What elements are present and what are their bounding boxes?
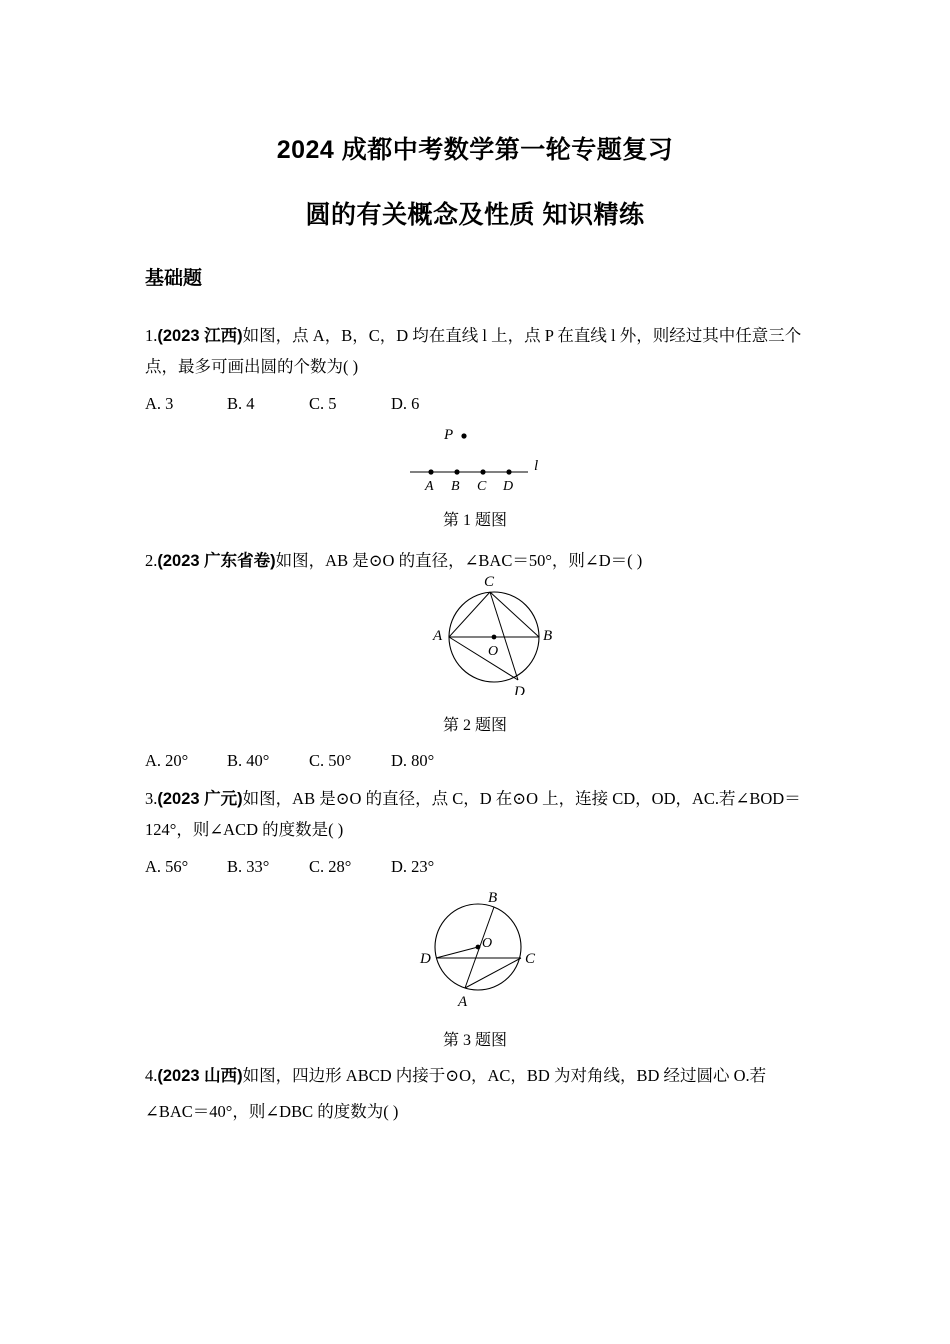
option-a[interactable]: A. 3 bbox=[145, 394, 174, 413]
question-3-options bbox=[145, 851, 810, 882]
question-3-stem-line2: 124°，则∠ACD 的度数是( ) bbox=[145, 820, 344, 839]
svg-text:O: O bbox=[488, 644, 499, 659]
question-3-number: 3. bbox=[145, 789, 158, 808]
question-3-stem-cont bbox=[145, 814, 810, 845]
option-c[interactable]: C. 5 bbox=[309, 394, 337, 413]
question-3-stem-line1: 如图，AB 是⊙O 的直径，点 C，D 在⊙O 上，连接 CD，OD，AC.若∠BOD＝ bbox=[242, 789, 801, 808]
question-2-options bbox=[145, 745, 810, 776]
svg-text:B: B bbox=[543, 628, 553, 644]
svg-text:D: D bbox=[503, 479, 514, 494]
figure-2-caption: 第 2 题图 bbox=[442, 717, 507, 734]
svg-text:l: l bbox=[534, 458, 539, 474]
svg-text:C: C bbox=[477, 479, 487, 494]
question-2-source: (2023 广东省卷) bbox=[157, 552, 276, 570]
svg-text:P: P bbox=[444, 427, 454, 443]
question-4-stem-line2: ∠BAC＝40°，则∠DBC 的度数为( ) bbox=[145, 1102, 399, 1121]
question-1-number: 1. bbox=[145, 326, 158, 345]
figure-3-circle bbox=[412, 885, 542, 1010]
figure-3-caption: 第 3 题图 bbox=[442, 1032, 507, 1049]
option-b[interactable]: B. 33° bbox=[227, 857, 270, 876]
svg-text:B: B bbox=[451, 479, 460, 494]
svg-text:C: C bbox=[525, 951, 536, 967]
page-title: 2024 成都中考数学第一轮专题复习 bbox=[276, 136, 674, 164]
question-3-source: (2023 广元) bbox=[157, 790, 243, 808]
svg-text:A: A bbox=[425, 479, 434, 494]
svg-text:D: D bbox=[420, 951, 431, 967]
figure-2-circle bbox=[428, 570, 558, 695]
question-4-stem-line1: 如图，四边形 ABCD 内接于⊙O，AC，BD 为对角线，BD 经过圆心 O.若 bbox=[242, 1066, 767, 1085]
option-b[interactable]: B. 4 bbox=[227, 394, 255, 413]
question-1-stem-line1: 如图，点 A，B，C，D 均在直线 l 上，点 P 在直线 l 外，则经过其中任意三个 bbox=[242, 326, 802, 345]
question-3-stem bbox=[145, 783, 810, 815]
question-1-stem-line2: 点，最多可画出圆的个数为( ) bbox=[145, 357, 359, 376]
svg-text:A: A bbox=[433, 628, 443, 644]
svg-text:D: D bbox=[514, 684, 525, 695]
svg-text:C: C bbox=[484, 574, 495, 590]
figure-1-points-on-line bbox=[398, 418, 558, 498]
question-4-stem-cont bbox=[145, 1096, 810, 1127]
option-b[interactable]: B. 40° bbox=[227, 751, 270, 770]
option-c[interactable]: C. 50° bbox=[309, 751, 352, 770]
question-1-source: (2023 江西) bbox=[157, 327, 243, 345]
question-1-options bbox=[145, 388, 810, 419]
page-subtitle: 圆的有关概念及性质 知识精练 bbox=[305, 201, 645, 229]
question-4-number: 4. bbox=[145, 1066, 158, 1085]
question-4-stem bbox=[145, 1060, 810, 1092]
question-2-number: 2. bbox=[145, 551, 158, 570]
figure-1-caption: 第 1 题图 bbox=[442, 512, 507, 529]
question-1-stem bbox=[145, 320, 810, 352]
option-d[interactable]: D. 23° bbox=[391, 857, 435, 876]
option-a[interactable]: A. 20° bbox=[145, 751, 189, 770]
svg-text:O: O bbox=[482, 936, 493, 951]
option-c[interactable]: C. 28° bbox=[309, 857, 352, 876]
svg-text:B: B bbox=[488, 890, 498, 906]
option-d[interactable]: D. 80° bbox=[391, 751, 435, 770]
question-2-stem-line1: 如图，AB 是⊙O 的直径，∠BAC＝50°，则∠D＝( ) bbox=[275, 551, 643, 570]
option-d[interactable]: D. 6 bbox=[391, 394, 420, 413]
question-4-source: (2023 山西) bbox=[157, 1067, 243, 1085]
option-a[interactable]: A. 56° bbox=[145, 857, 189, 876]
question-1-stem-cont bbox=[145, 351, 810, 382]
svg-text:A: A bbox=[458, 994, 468, 1010]
section-heading-basic: 基础题 bbox=[145, 268, 203, 289]
